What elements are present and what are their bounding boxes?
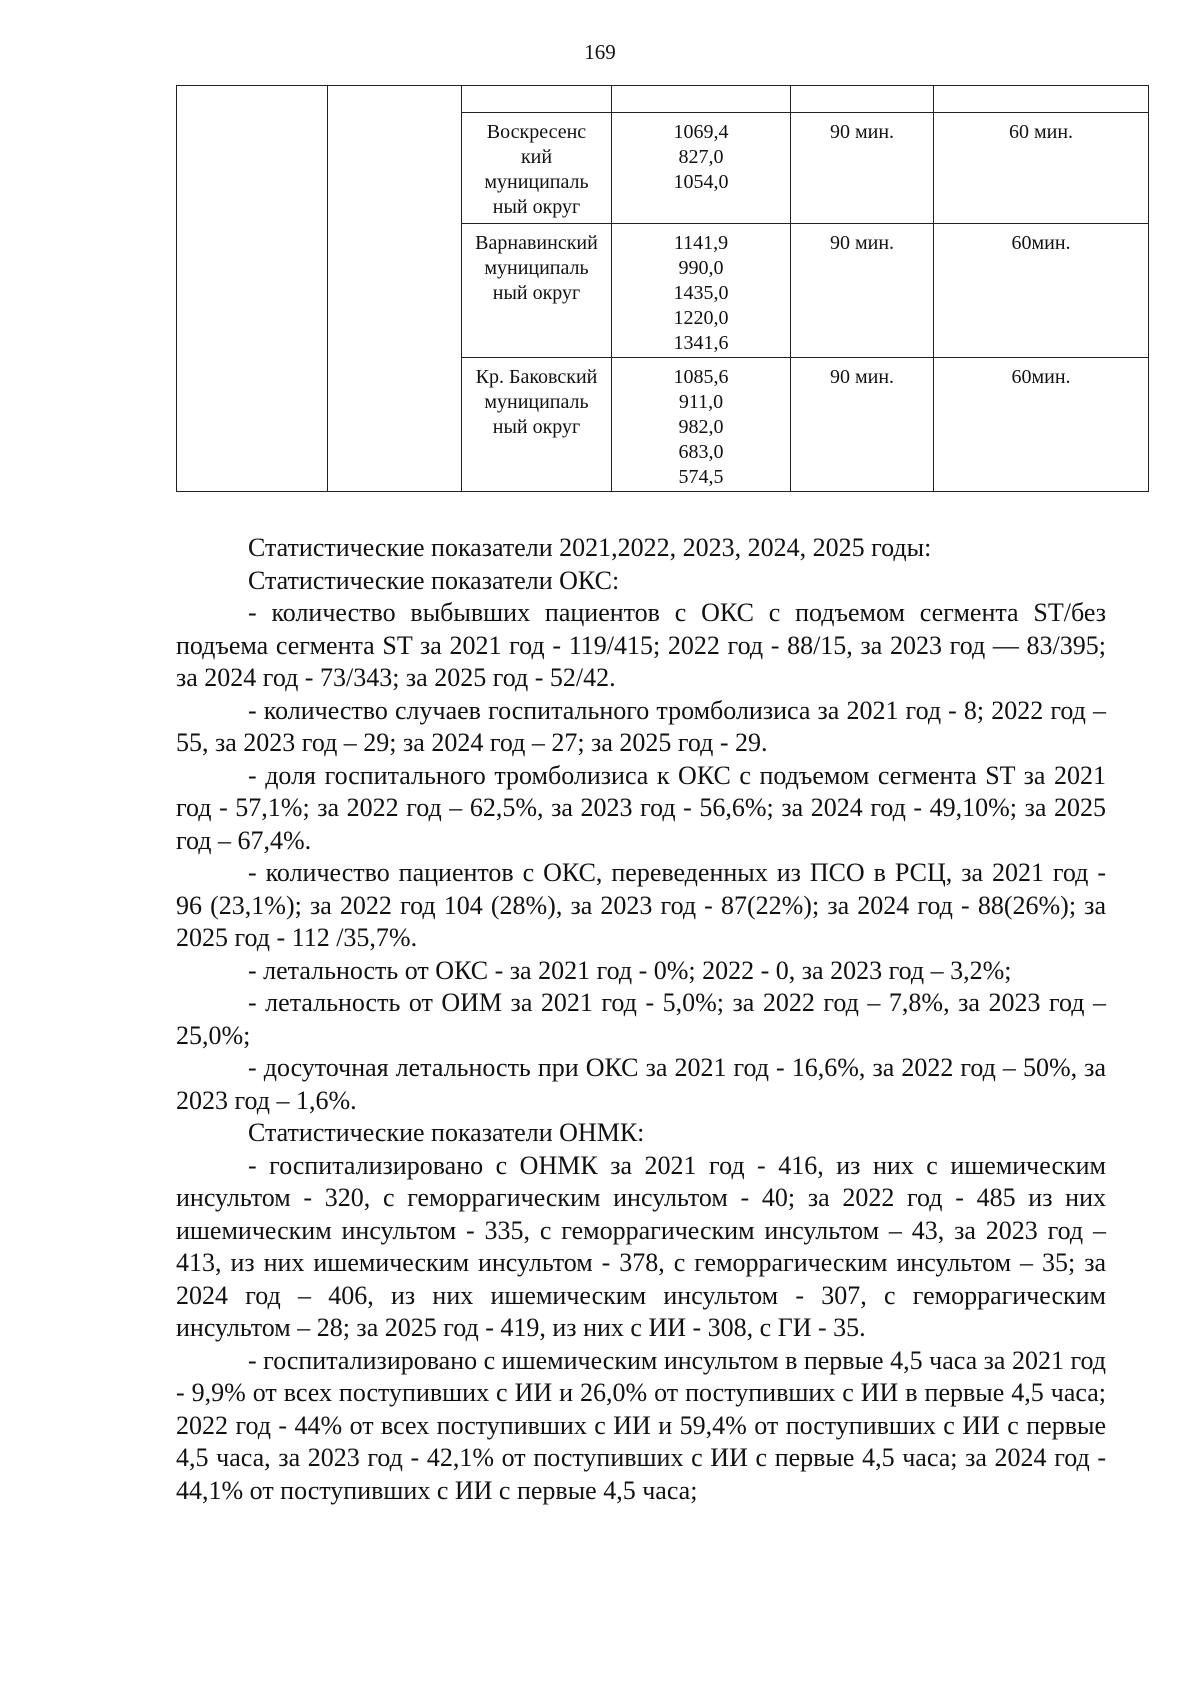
body-text [176,532,1106,1507]
data-table [176,85,1149,492]
time1-cell: 90 мин. [791,358,934,492]
paragraph: - госпитализировано с ишемическим инсультом в первые 4,5 часа за 2021 год - 9,9% от всех поступивших с ИИ и 26,0% от поступивших с ИИ в первые 4,5 часа; 2022 год - 44% от всех поступивших с ИИ и 59,4% от поступивших с ИИ с первые 4,5 часа, за 2023 год - 42,1% от поступивших с ИИ с первые 4,5 часа; за 2024 год - 44,1% от поступивших с ИИ с первые 4,5 часа; [176,1345,1106,1505]
paragraph-heading: Статистические показатели 2021,2022, 2023, 2024, 2025 годы: [248,533,932,562]
time1-cell: 90 мин. [791,224,934,358]
paragraph-heading: Статистические показатели ОКС: [248,565,620,595]
paragraph-heading: Статистические показатели ОНМК: [248,1118,645,1147]
table-row-top [177,86,1149,113]
values-cell: 1085,6 911,0 982,0 683,0 574,5 [612,358,791,492]
paragraph: - количество пациентов с ОКС, переведенных из ПСО в РСЦ, за 2021 год - 96 (23,1%); за 2022 год 104 (28%), за 2023 год - 87(22%); за 2024 год - 88(26%); за 2025 год - 112 /35,7%. [176,858,1106,952]
district-cell: Воскресенс кий муниципаль ный округ [462,113,612,224]
paragraph: - летальность от ОИМ за 2021 год - 5,0%; за 2022 год – 7,8%, за 2023 год – 25,0%; [176,988,1106,1050]
values-cell: 1069,4 827,0 1054,0 [612,113,791,224]
paragraph: - количество случаев госпитального тромболизиса за 2021 год - 8; 2022 год – 55, за 2023 год – 29; за 2024 год – 27; за 2025 год - 29. [176,695,1106,757]
table-cell-empty [328,86,462,492]
time2-cell: 60 мин. [934,113,1149,224]
table-cell-empty [612,86,791,113]
paragraph: - госпитализировано с ОНМК за 2021 год - 416, из них с ишемическим инсультом - 320, с геморрагическим инсультом - 40; за 2022 год - 485 из них ишемическим инсультом - 335, с геморрагическим инсультом – 43, за 2023 год – 413, из них ишемическим инсультом - 378, с геморрагическим инсультом – 35; за 2024 год – 406, из них ишемическим инсультом - 307, с геморрагическим инсультом – 28; за 2025 год - 419, из них с ИИ - 308, с ГИ - 35. [176,1150,1106,1342]
time2-cell: 60мин. [934,358,1149,492]
paragraph: - летальность от ОКС - за 2021 год - 0%; 2022 - 0, за 2023 год – 3,2%; [248,955,1012,985]
paragraph: - количество выбывших пациентов с ОКС с подъемом сегмента ST/без подъема сегмента ST за 2021 год - 119/415; 2022 год - 88/15, за 2023 год — 83/395; за 2024 год - 73/343; за 2025 год - 52/42. [176,598,1106,692]
table-cell-empty [462,86,612,113]
table-cell-empty [177,86,328,492]
time1-cell: 90 мин. [791,113,934,224]
paragraph: - досуточная летальность при ОКС за 2021 год - 16,6%, за 2022 год – 50%, за 2023 год – 1,6%. [176,1053,1106,1115]
table-cell-empty [791,86,934,113]
page-number: 169 [584,40,616,64]
time2-cell: 60мин. [934,224,1149,358]
district-cell: Кр. Баковский муниципаль ный округ [462,358,612,492]
values-cell: 1141,9 990,0 1435,0 1220,0 1341,6 [612,224,791,358]
district-cell: Варнавинский муниципаль ный округ [462,224,612,358]
paragraph: - доля госпитального тромболизиса к ОКС с подъемом сегмента ST за 2021 год - 57,1%; за 2022 год – 62,5%, за 2023 год - 56,6%; за 2024 год - 49,10%; за 2025 год – 67,4%. [176,760,1106,855]
table-cell-empty [934,86,1149,113]
